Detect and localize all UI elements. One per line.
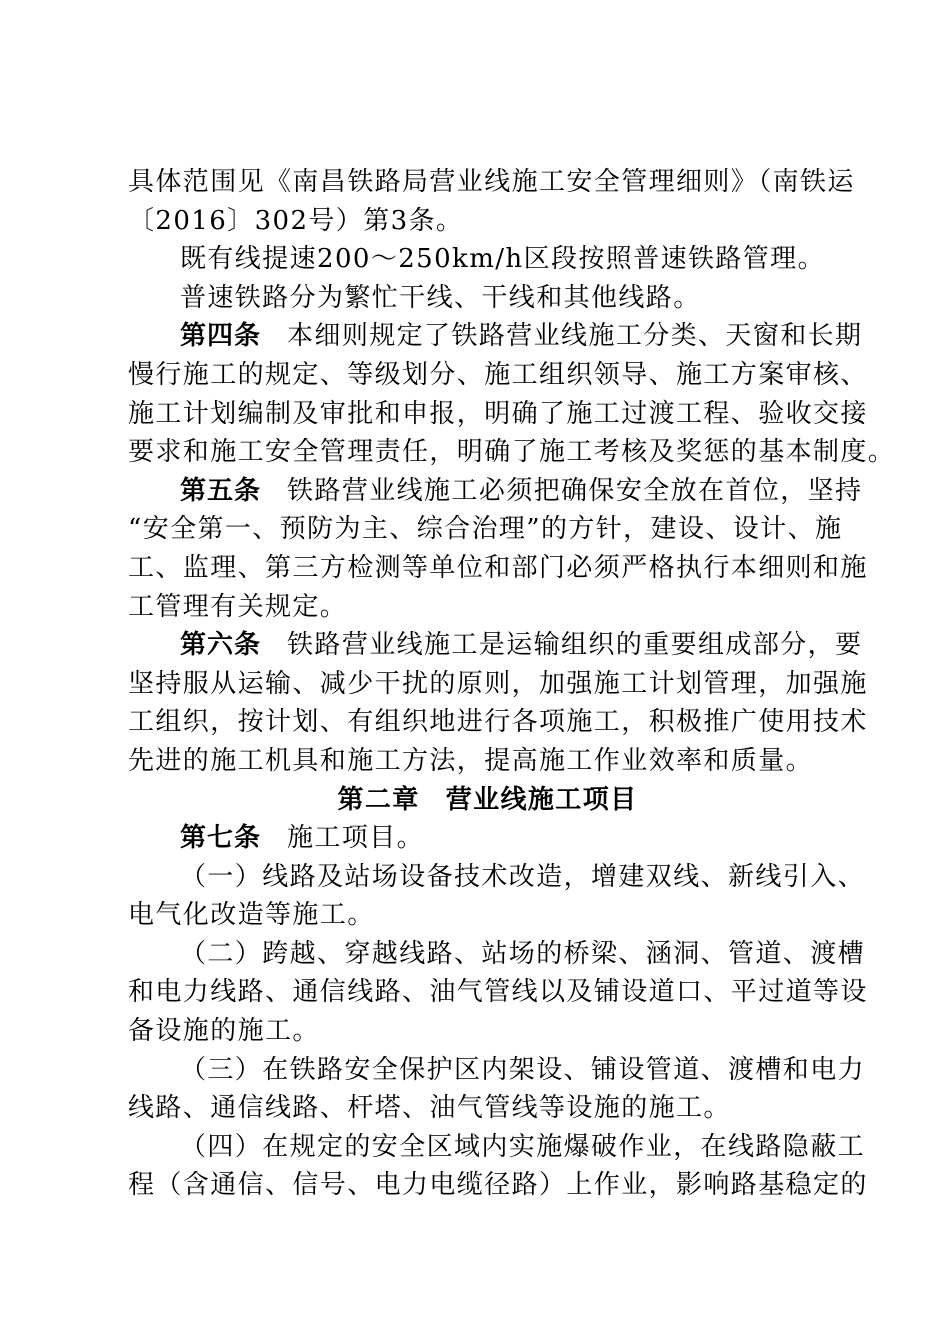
paragraph-line: 备设施的施工。	[128, 1016, 320, 1047]
paragraph-line: 工组织，按计划、有组织地进行各项施工，积极推广使用技术	[128, 707, 868, 738]
paragraph-line: 具体范围见《南昌铁路局营业线施工安全管理细则》（南铁运	[128, 167, 855, 197]
chapter-heading	[128, 781, 827, 820]
paragraph-line: 程（含通信、信号、电力电缆径路）上作业，影响路基稳定的	[128, 1170, 868, 1201]
article-text: 施工项目。	[287, 823, 425, 854]
paragraph-line: 普速铁路分为繁忙干线、干线和其他线路。	[180, 282, 701, 313]
paragraph-line: （三）在铁路安全保护区内架设、铺设管道、渡槽和电力	[180, 1054, 866, 1085]
paragraph-line: 和电力线路、通信线路、油气管线以及铺设道口、平过道等设	[128, 977, 868, 1008]
paragraph-line: 工管理有关规定。	[128, 591, 348, 622]
paragraph-line: （一）线路及站场设备技术改造，增建双线、新线引入、	[180, 861, 866, 892]
article-label: 第七条	[180, 823, 262, 854]
chapter-title: 营业线施工项目	[445, 784, 638, 815]
paragraph-line: （二）跨越、穿越线路、站场的桥梁、涵洞、管道、渡槽	[180, 938, 866, 969]
article-label: 第六条	[180, 630, 262, 661]
article-label: 第四条	[180, 321, 262, 352]
paragraph-line: 电气化改造等施工。	[128, 900, 375, 931]
paragraph-line: 慢行施工的规定、等级划分、施工组织领导、施工方案审核、	[128, 359, 868, 390]
paragraph-line: 〔2016〕302号）第3条。	[128, 205, 464, 236]
paragraph-line: “安全第一、预防为主、综合治理”的方针，建设、设计、施	[128, 514, 843, 545]
paragraph-line: 坚持服从运输、减少干扰的原则，加强施工计划管理，加强施	[128, 668, 868, 699]
paragraph-line: 施工计划编制及审批和申报，明确了施工过渡工程、验收交接	[128, 398, 868, 429]
paragraph-line: 既有线提速200～250km/h区段按照普速铁路管理。	[180, 244, 825, 275]
article-7-first-line	[128, 819, 827, 858]
article-5-first-line	[128, 472, 863, 511]
paragraph-line: 工、监理、第三方检测等单位和部门必须严格执行本细则和施	[128, 552, 868, 583]
article-6-first-line	[128, 626, 863, 665]
paragraph-line: （四）在规定的安全区域内实施爆破作业，在线路隐蔽工	[180, 1131, 866, 1162]
article-text: 铁路营业线施工是运输组织的重要组成部分，要	[287, 630, 863, 661]
paragraph-line: 先进的施工机具和施工方法，提高施工作业效率和质量。	[128, 745, 814, 776]
article-text: 本细则规定了铁路营业线施工分类、天窗和长期	[287, 321, 863, 352]
paragraph-line: 要求和施工安全管理责任，明确了施工考核及奖惩的基本制度。	[128, 437, 896, 468]
chapter-number: 第二章	[337, 784, 420, 815]
paragraph-line: 线路、通信线路、杆塔、油气管线等设施的施工。	[128, 1093, 731, 1124]
article-4-first-line	[128, 317, 863, 356]
article-text: 铁路营业线施工必须把确保安全放在首位，坚持	[287, 475, 863, 506]
article-label: 第五条	[180, 475, 262, 506]
